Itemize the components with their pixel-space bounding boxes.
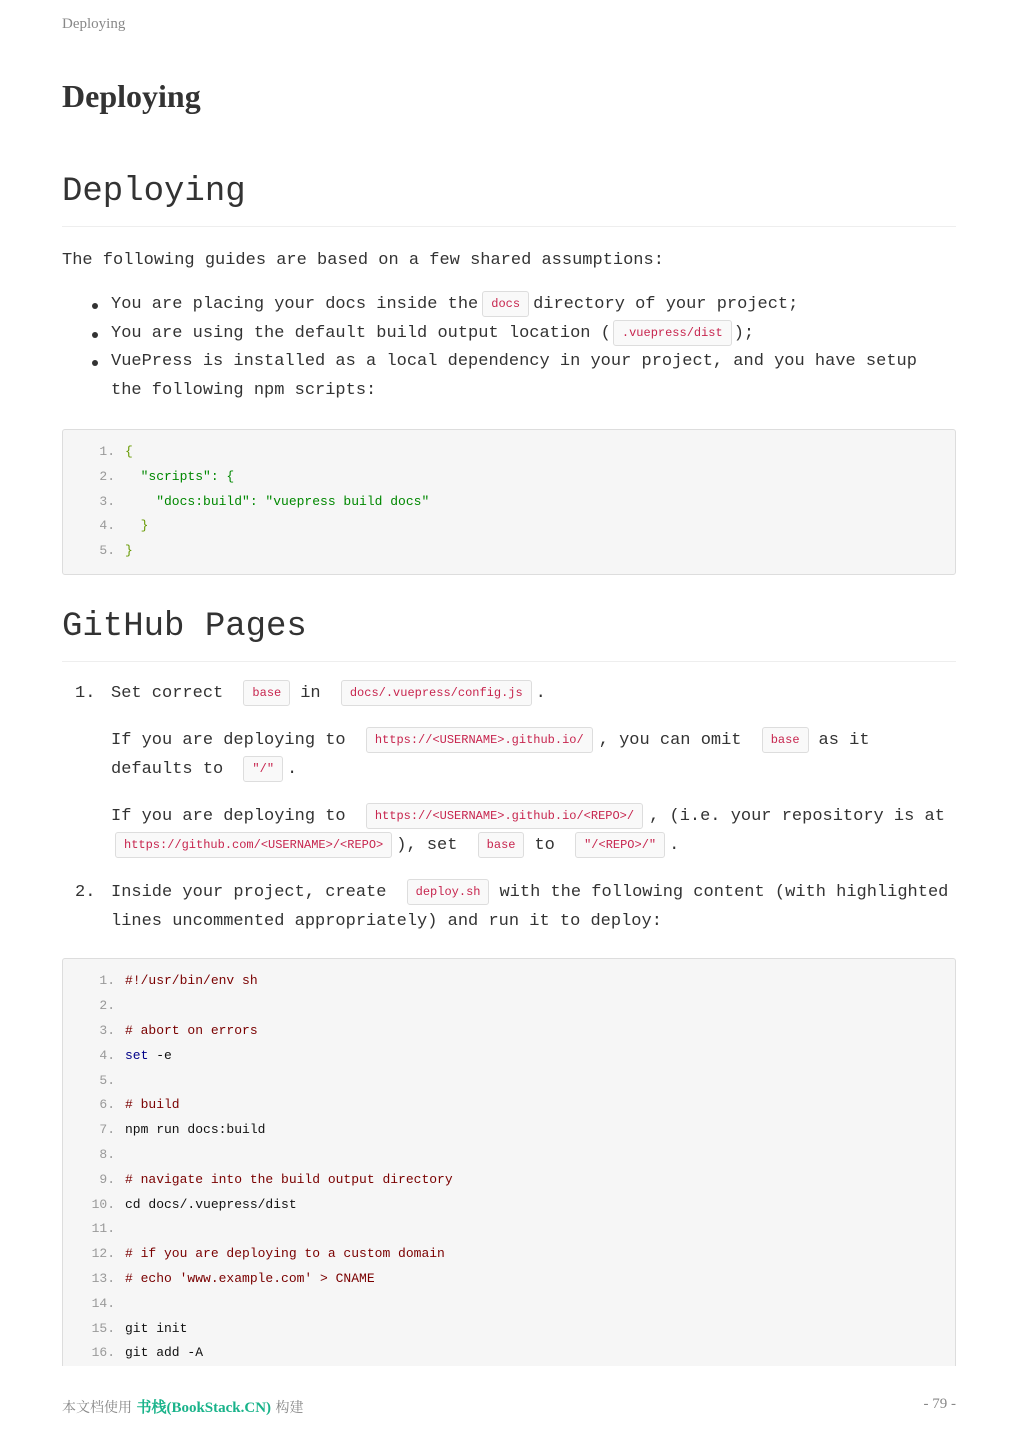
content bbox=[62, 170, 956, 1366]
code-line bbox=[63, 1242, 955, 1267]
bullet-text: VuePress is installed as a local dependency in your project, and you have setup the following npm scripts: bbox=[111, 352, 917, 400]
code-line bbox=[63, 465, 955, 490]
code-text: cd docs/.vuepress/dist bbox=[125, 1196, 297, 1212]
step-text: . bbox=[669, 835, 680, 855]
code-line bbox=[63, 1217, 955, 1242]
step-text: If you are deploying to bbox=[111, 731, 346, 751]
line-number: 10. bbox=[91, 1196, 115, 1212]
line-number: 2. bbox=[99, 468, 115, 484]
bullet-text: You are placing your docs inside the bbox=[111, 295, 479, 314]
assumptions-list bbox=[62, 291, 956, 405]
bullet-text: You are using the default build output location ( bbox=[111, 323, 611, 343]
code-text: git init bbox=[125, 1320, 188, 1336]
inline-code-base: base bbox=[243, 680, 290, 706]
code-line bbox=[63, 1341, 955, 1366]
line-number: 16. bbox=[91, 1345, 115, 1361]
intro-paragraph: The following guides are based on a few shared assumptions: bbox=[62, 251, 664, 270]
code-text: #!/usr/bin/env sh bbox=[125, 973, 258, 989]
line-number: 15. bbox=[91, 1320, 115, 1336]
list-item bbox=[62, 680, 956, 861]
line-number: 5. bbox=[99, 1072, 115, 1088]
step-text: Inside your project, create bbox=[111, 883, 387, 903]
step-text: . bbox=[535, 683, 546, 703]
inline-code-user-url: https://<USERNAME>.github.io/ bbox=[366, 727, 593, 753]
step-number: 2. bbox=[75, 883, 96, 903]
code-line bbox=[63, 1143, 955, 1168]
line-number: 14. bbox=[91, 1295, 115, 1311]
list-item bbox=[111, 348, 956, 405]
line-number: 7. bbox=[99, 1122, 115, 1138]
code-text: # navigate into the build output directory bbox=[125, 1171, 453, 1187]
code-text: # abort on errors bbox=[125, 1023, 258, 1039]
section-heading-github-pages: GitHub Pages bbox=[62, 605, 956, 662]
step-text: . bbox=[287, 759, 298, 779]
step-text: to bbox=[534, 835, 555, 855]
inline-code-github-url: https://github.com/<USERNAME>/<REPO> bbox=[115, 832, 392, 858]
code-text: "scripts": { bbox=[125, 468, 235, 484]
code-line bbox=[63, 490, 955, 515]
line-number: 13. bbox=[91, 1271, 115, 1287]
inline-code-dist: .vuepress/dist bbox=[613, 320, 732, 346]
code-text: -e bbox=[148, 1047, 172, 1063]
line-number: 4. bbox=[99, 518, 115, 534]
code-text: } bbox=[125, 518, 149, 534]
step-text: ), set bbox=[396, 835, 458, 855]
inline-code-docs: docs bbox=[482, 291, 529, 317]
code-block-json bbox=[62, 429, 956, 575]
section-heading-deploying: Deploying bbox=[62, 170, 956, 227]
inline-code-deploy-sh: deploy.sh bbox=[407, 879, 490, 905]
line-number: 3. bbox=[99, 1023, 115, 1039]
step-text: , you can omit bbox=[598, 731, 742, 751]
code-text: npm run docs:build bbox=[125, 1122, 266, 1138]
code-line bbox=[63, 969, 955, 994]
step-text: with the following content (with highlighted lines uncommented appropriately) and run it to deploy: bbox=[111, 883, 949, 931]
code-line bbox=[63, 1193, 955, 1218]
line-number: 4. bbox=[99, 1047, 115, 1063]
inline-code-base: base bbox=[478, 832, 525, 858]
line-number: 9. bbox=[99, 1171, 115, 1187]
step-text: in bbox=[300, 683, 321, 703]
line-number: 6. bbox=[99, 1097, 115, 1113]
step-text: as it defaults to bbox=[111, 731, 870, 779]
steps-list bbox=[62, 680, 956, 937]
list-item bbox=[62, 879, 956, 936]
code-text: # build bbox=[125, 1097, 180, 1113]
bullet-text: ); bbox=[733, 323, 755, 343]
code-text: # if you are deploying to a custom domain bbox=[125, 1246, 445, 1262]
code-line bbox=[63, 1118, 955, 1143]
running-header: Deploying bbox=[62, 16, 126, 32]
inline-code-base: base bbox=[762, 727, 809, 753]
code-line bbox=[63, 994, 955, 1019]
page-title: Deploying bbox=[62, 78, 201, 114]
footer-credit bbox=[62, 1396, 304, 1417]
code-line bbox=[63, 514, 955, 539]
inline-code-repo-url: https://<USERNAME>.github.io/<REPO>/ bbox=[366, 803, 643, 829]
page-number: - 79 - bbox=[923, 1396, 956, 1412]
step-line bbox=[111, 879, 956, 936]
step-text: , (i.e. your repository is at bbox=[649, 807, 945, 827]
code-line bbox=[63, 1292, 955, 1317]
line-number: 12. bbox=[91, 1246, 115, 1262]
bullet-text: directory of your project; bbox=[533, 295, 799, 314]
code-line bbox=[63, 440, 955, 465]
code-line bbox=[63, 1069, 955, 1094]
line-number: 5. bbox=[99, 543, 115, 559]
step-paragraph bbox=[111, 803, 956, 860]
code-line bbox=[63, 1093, 955, 1118]
step-text: Set correct bbox=[111, 683, 224, 703]
code-line bbox=[63, 1019, 955, 1044]
code-text: git add -A bbox=[125, 1345, 204, 1361]
code-text: } bbox=[125, 543, 133, 559]
line-number: 1. bbox=[99, 444, 115, 459]
step-line bbox=[111, 680, 956, 709]
line-number: 11. bbox=[91, 1221, 115, 1237]
footer-text: 构建 bbox=[275, 1400, 304, 1416]
line-number: 1. bbox=[99, 973, 115, 989]
step-number: 1. bbox=[75, 683, 96, 703]
line-number: 3. bbox=[99, 493, 115, 509]
code-line bbox=[63, 1044, 955, 1069]
footer-text: 本文档使用 bbox=[62, 1400, 132, 1416]
code-line bbox=[63, 1168, 955, 1193]
footer-brand-link[interactable]: 书栈(BookStack.CN) bbox=[136, 1400, 272, 1416]
inline-code-config: docs/.vuepress/config.js bbox=[341, 680, 532, 706]
code-text: "docs:build": "vuepress build docs" bbox=[125, 493, 430, 509]
code-text: # echo 'www.example.com' > CNAME bbox=[125, 1271, 375, 1287]
code-line bbox=[63, 1267, 955, 1292]
step-paragraph bbox=[111, 727, 956, 784]
code-keyword: set bbox=[125, 1047, 149, 1063]
code-block-shell bbox=[62, 958, 956, 1366]
list-item bbox=[111, 291, 956, 320]
code-line bbox=[63, 1317, 955, 1342]
inline-code-slash: "/" bbox=[243, 756, 283, 782]
step-text: If you are deploying to bbox=[111, 807, 346, 827]
code-line bbox=[63, 539, 955, 564]
inline-code-repo: "/<REPO>/" bbox=[575, 832, 665, 858]
line-number: 2. bbox=[99, 998, 115, 1014]
line-number: 8. bbox=[99, 1147, 115, 1163]
list-item bbox=[111, 320, 956, 349]
code-text: { bbox=[125, 444, 133, 459]
